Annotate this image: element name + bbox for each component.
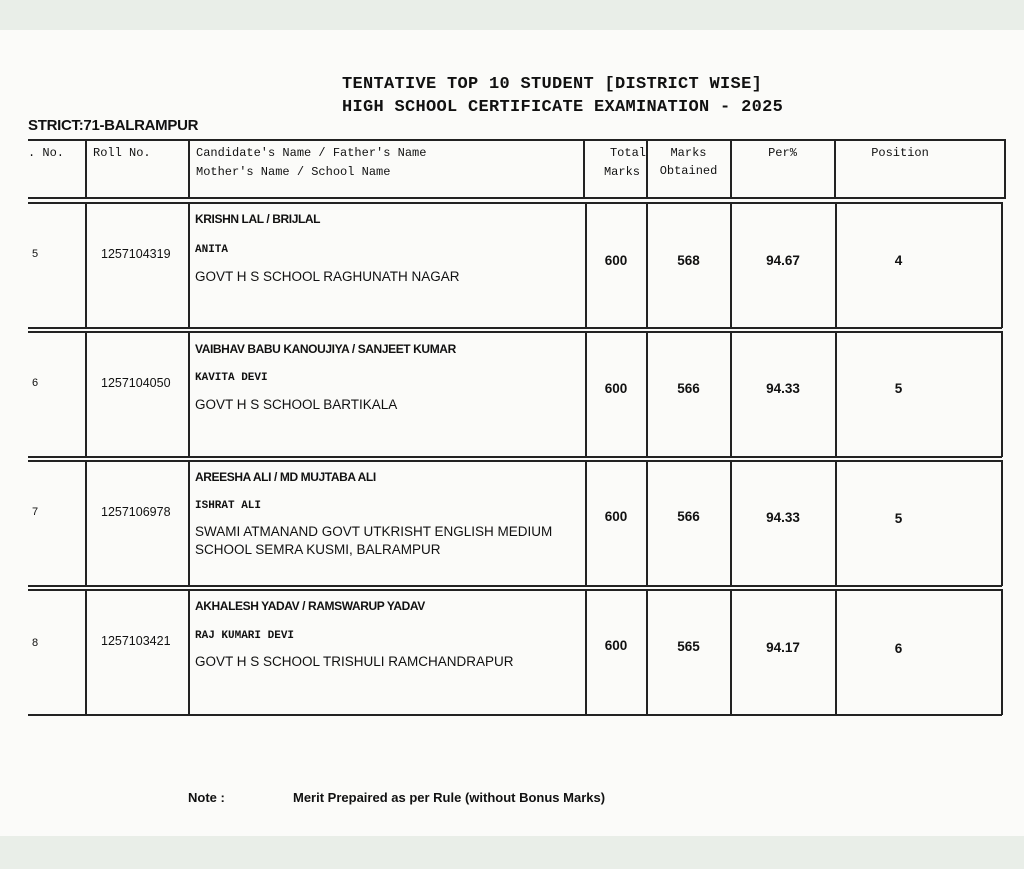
row-percent: 94.17 [766,640,800,655]
header-obtained-line2: Obtained [659,164,718,178]
header-position: Position [871,146,929,160]
header-percent: Per% [768,146,797,160]
note-label: Note : [188,790,225,805]
row-percent: 94.67 [766,253,800,268]
row-roll: 1257104050 [101,376,171,390]
row-total: 600 [604,381,628,396]
row-school: GOVT H S SCHOOL BARTIKALA [195,397,398,412]
row-roll: 1257104319 [101,247,171,261]
row-school-line2: SCHOOL SEMRA KUSMI, BALRAMPUR [195,542,441,557]
row-position: 5 [894,511,903,526]
header-total-line1: Total [609,146,646,160]
page-title-line2: HIGH SCHOOL CERTIFICATE EXAMINATION - 2025 [342,98,784,117]
row-school: GOVT H S SCHOOL RAGHUNATH NAGAR [195,269,460,284]
row-sno: 5 [32,248,39,260]
header-name-line2: Mother's Name / School Name [196,165,391,179]
row-percent: 94.33 [766,381,800,396]
district-label: STRICT:71-BALRAMPUR [28,117,199,134]
row-obtained: 566 [677,381,700,396]
row-school-line1: SWAMI ATMANAND GOVT UTKRISHT ENGLISH MEDIUM [195,524,553,539]
row-position: 4 [894,253,903,268]
row-position: 6 [894,641,903,656]
row-obtained: 565 [677,639,700,654]
row-total: 600 [604,253,628,268]
row-mother: ANITA [195,244,229,256]
row-name-father: VAIBHAV BABU KANOUJIYA / SANJEET KUMAR [195,342,456,356]
header-sno: . No. [28,146,65,160]
row-obtained: 568 [677,253,700,268]
row-mother: RAJ KUMARI DEVI [195,630,295,642]
row-total: 600 [604,638,628,653]
row-roll: 1257103421 [101,634,171,648]
note-text: Merit Prepaired as per Rule (without Bonus Marks) [293,790,606,805]
row-total: 600 [604,509,628,524]
row-sno: 6 [32,377,39,389]
row-mother: KAVITA DEVI [195,372,268,384]
row-name-father: AREESHA ALI / MD MUJTABA ALI [195,470,376,484]
row-percent: 94.33 [766,510,800,525]
row-position: 5 [894,381,903,396]
header-obtained-line1: Marks [670,146,707,160]
row-obtained: 566 [677,509,700,524]
header-total-line2: Marks [603,165,640,179]
row-school: GOVT H S SCHOOL TRISHULI RAMCHANDRAPUR [195,654,514,669]
row-name-father: KRISHN LAL / BRIJLAL [195,212,321,226]
row-sno: 7 [32,506,39,518]
row-mother: ISHRAT ALI [195,500,262,512]
header-name-line1: Candidate's Name / Father's Name [196,146,427,160]
header-roll: Roll No. [93,146,151,160]
row-roll: 1257106978 [101,505,171,519]
row-sno: 8 [32,637,39,649]
row-name-father: AKHALESH YADAV / RAMSWARUP YADAV [195,599,425,613]
page-title-line1: TENTATIVE TOP 10 STUDENT [DISTRICT WISE] [342,75,763,94]
